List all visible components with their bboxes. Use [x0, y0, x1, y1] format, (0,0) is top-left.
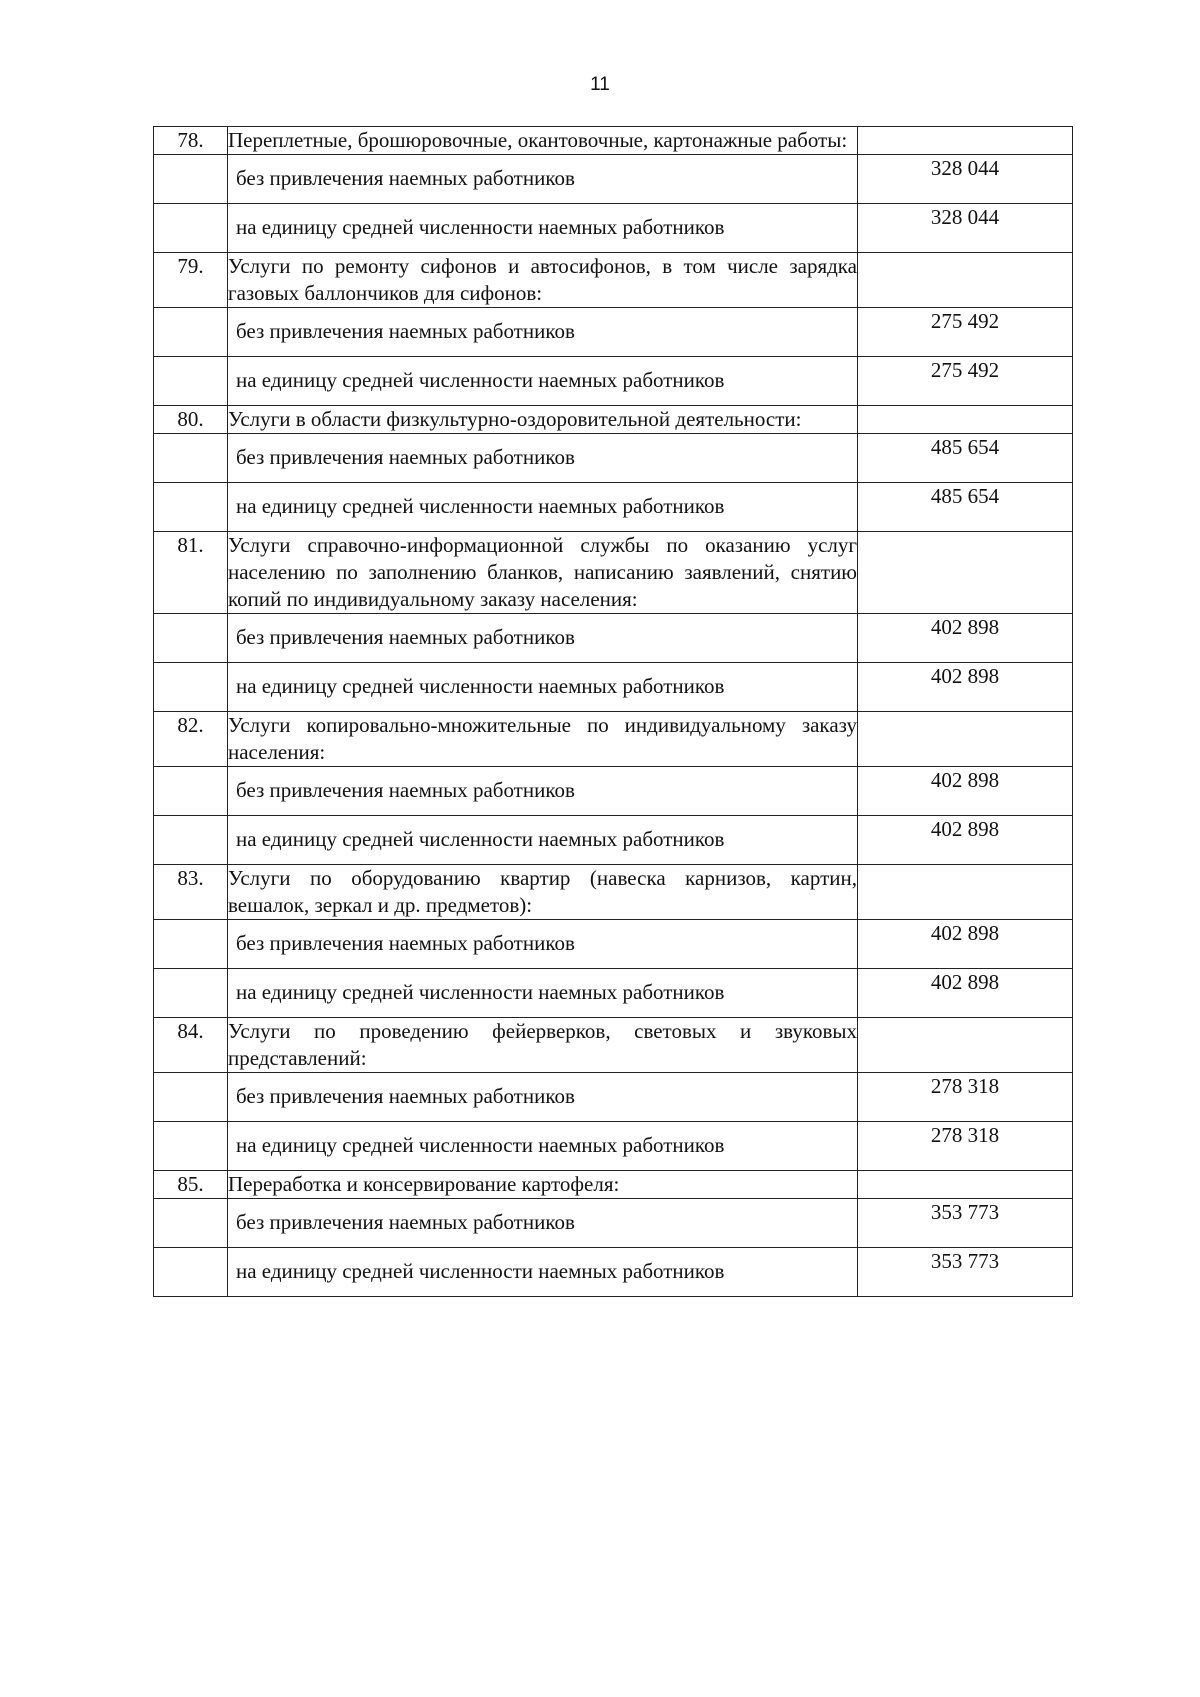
- item-number: 79.: [154, 253, 228, 308]
- item-row: [154, 253, 1073, 308]
- sub-row: [154, 483, 1073, 532]
- item-value-empty: [858, 865, 1073, 920]
- item-title: Услуги копировально-множительные по индивидуальному заказу населения:: [228, 712, 858, 767]
- item-number: 85.: [154, 1171, 228, 1199]
- sub-row-value: 328 044: [858, 155, 1073, 204]
- item-row: [154, 406, 1073, 434]
- item-title: Услуги по оборудованию квартир (навеска карнизов, картин, вешалок, зеркал и др. предметов):: [228, 865, 858, 920]
- item-row: [154, 865, 1073, 920]
- sub-row-value: 402 898: [858, 920, 1073, 969]
- sub-row-value: 402 898: [858, 614, 1073, 663]
- item-value-empty: [858, 1018, 1073, 1073]
- sub-row-value: 353 773: [858, 1199, 1073, 1248]
- item-row: [154, 532, 1073, 614]
- sub-row: [154, 1248, 1073, 1297]
- item-number: 81.: [154, 532, 228, 614]
- sub-row-value: 485 654: [858, 434, 1073, 483]
- sub-row: [154, 357, 1073, 406]
- sub-row-value: 278 318: [858, 1122, 1073, 1171]
- sub-row: [154, 204, 1073, 253]
- item-value-empty: [858, 1171, 1073, 1199]
- item-title: Переработка и консервирование картофеля:: [228, 1171, 858, 1199]
- item-row: [154, 1018, 1073, 1073]
- item-title: Переплетные, брошюровочные, окантовочные, картонажные работы:: [228, 127, 858, 155]
- sub-row: [154, 663, 1073, 712]
- sub-row-label: без привлечения наемных работников: [228, 434, 858, 483]
- item-title: Услуги справочно-информационной службы по оказанию услуг населению по заполнению бланков, написанию заявлений, снятию копий по индивидуальному заказу населения:: [228, 532, 858, 614]
- sub-row-value: 485 654: [858, 483, 1073, 532]
- sub-row: [154, 155, 1073, 204]
- sub-row-value: 402 898: [858, 767, 1073, 816]
- item-title: Услуги в области физкультурно-оздоровительной деятельности:: [228, 406, 858, 434]
- sub-row-value: 275 492: [858, 357, 1073, 406]
- item-number: 82.: [154, 712, 228, 767]
- sub-row-label: на единицу средней численности наемных работников: [228, 483, 858, 532]
- sub-row: [154, 767, 1073, 816]
- item-title: Услуги по проведению фейерверков, световых и звуковых представлений:: [228, 1018, 858, 1073]
- sub-row-value: 275 492: [858, 308, 1073, 357]
- page-number: 11: [590, 74, 610, 95]
- sub-row: [154, 614, 1073, 663]
- item-number: 80.: [154, 406, 228, 434]
- tax-rates-table: [153, 126, 1073, 1297]
- sub-row: [154, 816, 1073, 865]
- item-number: 84.: [154, 1018, 228, 1073]
- item-row: [154, 1171, 1073, 1199]
- sub-row-value: 328 044: [858, 204, 1073, 253]
- sub-row: [154, 1199, 1073, 1248]
- sub-row-label: на единицу средней численности наемных работников: [228, 663, 858, 712]
- item-value-empty: [858, 532, 1073, 614]
- sub-row-label: на единицу средней численности наемных работников: [228, 204, 858, 253]
- sub-row-label: без привлечения наемных работников: [228, 1073, 858, 1122]
- sub-row: [154, 1122, 1073, 1171]
- item-value-empty: [858, 712, 1073, 767]
- item-row: [154, 712, 1073, 767]
- sub-row: [154, 434, 1073, 483]
- sub-row: [154, 308, 1073, 357]
- sub-row: [154, 969, 1073, 1018]
- item-row: [154, 127, 1073, 155]
- sub-row-label: без привлечения наемных работников: [228, 308, 858, 357]
- sub-row: [154, 1073, 1073, 1122]
- sub-row-value: 353 773: [858, 1248, 1073, 1297]
- sub-row-label: на единицу средней численности наемных работников: [228, 1122, 858, 1171]
- sub-row: [154, 920, 1073, 969]
- item-number: 78.: [154, 127, 228, 155]
- item-value-empty: [858, 406, 1073, 434]
- item-value-empty: [858, 127, 1073, 155]
- sub-row-label: без привлечения наемных работников: [228, 767, 858, 816]
- sub-row-value: 278 318: [858, 1073, 1073, 1122]
- sub-row-label: на единицу средней численности наемных работников: [228, 1248, 858, 1297]
- sub-row-label: без привлечения наемных работников: [228, 1199, 858, 1248]
- sub-row-label: на единицу средней численности наемных работников: [228, 357, 858, 406]
- sub-row-label: без привлечения наемных работников: [228, 614, 858, 663]
- sub-row-label: без привлечения наемных работников: [228, 920, 858, 969]
- item-value-empty: [858, 253, 1073, 308]
- sub-row-label: на единицу средней численности наемных работников: [228, 816, 858, 865]
- item-number: 83.: [154, 865, 228, 920]
- sub-row-value: 402 898: [858, 663, 1073, 712]
- sub-row-value: 402 898: [858, 816, 1073, 865]
- sub-row-label: на единицу средней численности наемных работников: [228, 969, 858, 1018]
- sub-row-value: 402 898: [858, 969, 1073, 1018]
- item-title: Услуги по ремонту сифонов и автосифонов, в том числе зарядка газовых баллончиков для сифонов:: [228, 253, 858, 308]
- sub-row-label: без привлечения наемных работников: [228, 155, 858, 204]
